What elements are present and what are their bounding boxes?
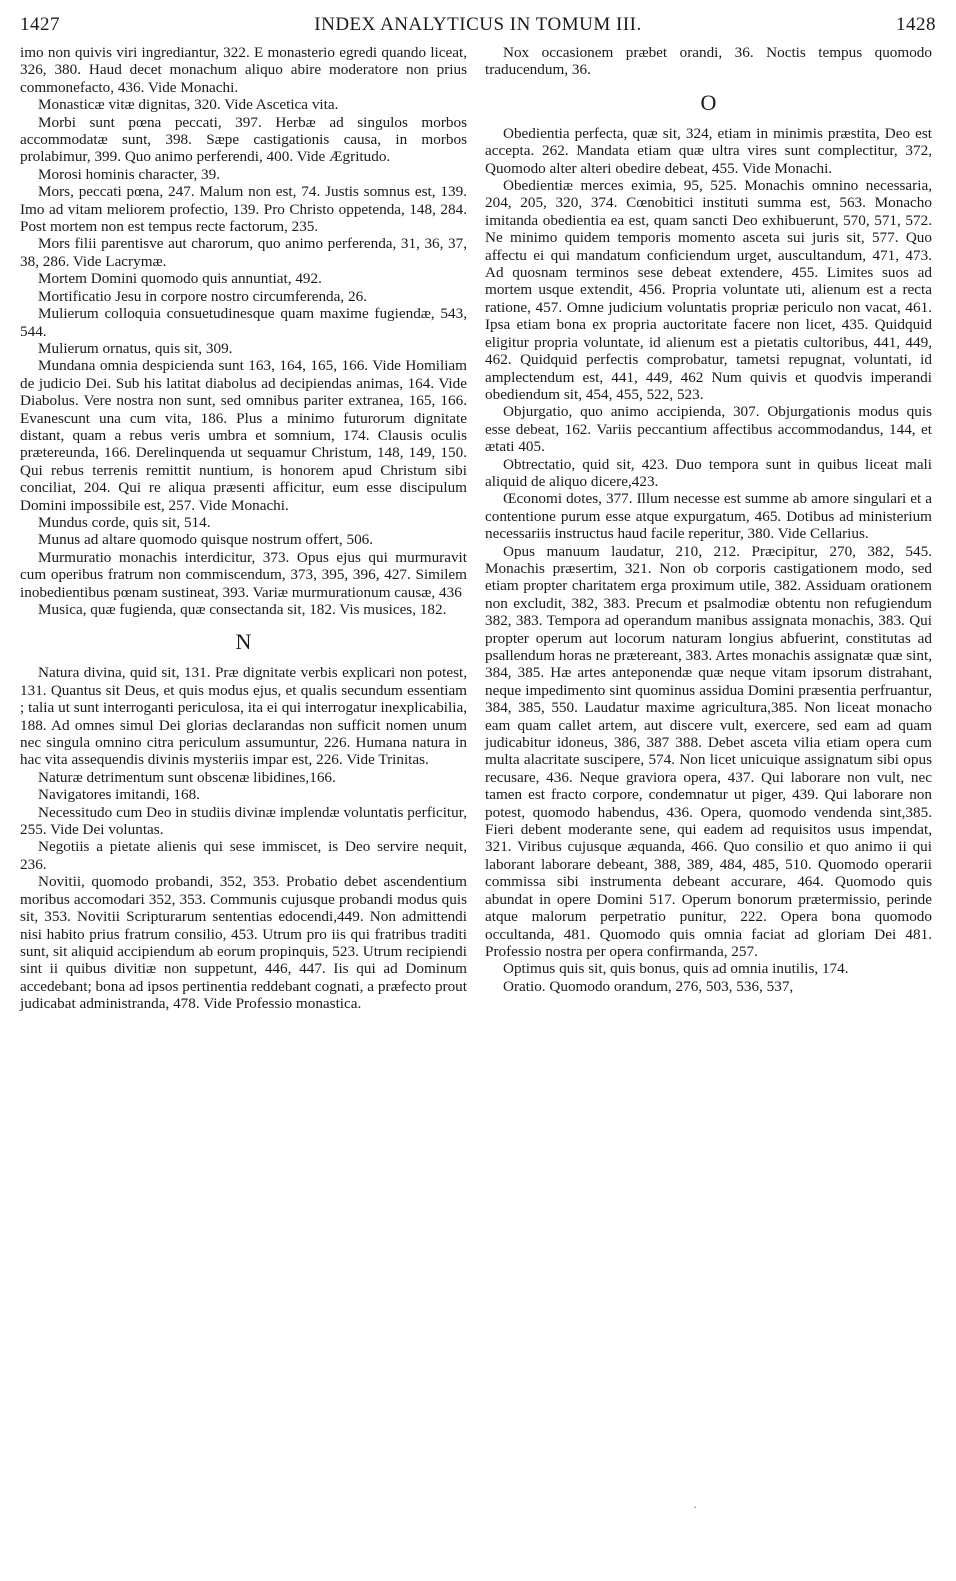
index-entry: Nox occasionem præbet orandi, 36. Noctis tempus quomodo traducendum, 36. xyxy=(485,44,932,79)
index-entry: Obedientiæ merces eximia, 95, 525. Monachis omnino necessaria, 204, 205, 320, 374. Cœnobitici instituti summa est, 563. Monacho imitanda obedientia ea est, quam sancti Deo exhibuerunt, 570, 571, 572. Ne minimo quidem temporis momento asceta sui juris sit, 577. Quo affectu ei qui mandatum conficiendum urget, auscultandum, 471, 473. Ad quosnam terminos sese debeat extendere, 455. Limites suos ad mortem usque extendit, 456. Propria voluntate uti, alienum est a recta ratione, 457. Omne judicium voluntatis propriæ periculo non vacat, 461. Ipsa etiam bona ex propria auctoritate facere non licet, 435. Quidquid eligitur propria voluntate, id alienum est a pietatis cultoribus, 441, 449, 462. Quidquid perfectis comprobatur, tametsi repugnat, voluntati, id amplectendum est, 441, 449, 462 Num quivis et quodvis imperandi obediendum sit, 454, 455, 522, 523. xyxy=(485,177,932,403)
section-letter-n: N xyxy=(235,629,252,655)
index-entry: Murmuratio monachis interdicitur, 373. Opus ejus qui murmuravit cum operibus fratrum non commiscendum, 373, 395, 396, 427. Similem inobedientibus pœnam sustineat, 393. Variæ murmurationum causæ, 436 xyxy=(20,548,467,601)
running-header xyxy=(20,14,936,42)
index-entry: Obtrectatio, quid sit, 423. Duo tempora sunt in quibus liceat mali aliquid de aliquo dicere,423. xyxy=(485,455,932,490)
index-entry: Musica, quæ fugienda, quæ consectanda sit, 182. Vis musices, 182. xyxy=(38,601,447,618)
index-entry: Monasticæ vitæ dignitas, 320. Vide Ascetica vita. xyxy=(38,96,339,114)
index-entry: Objurgatio, quo animo accipienda, 307. Objurgationis modus quis esse debeat, 162. Variis peccantium affectibus accommodandus, 144, et ætati 405. xyxy=(485,403,932,456)
index-entry: Morbi sunt pœna peccati, 397. Herbæ ad singulos morbos accommodatæ sunt, 398. Sæpe castigationis causa, in morbos prolabimur, 399. Quo animo perferendi, 400. Vide Ægritudo. xyxy=(20,113,467,166)
page-number-right: 1428 xyxy=(896,14,936,35)
index-entry: Negotiis a pietate alienis qui sese immiscet, is Deo servire nequit, 236. xyxy=(20,838,467,873)
index-entry: Mors filii parentisve aut charorum, quo animo perferenda, 31, 36, 37, 38, 286. Vide Lacrymæ. xyxy=(20,235,467,270)
index-entry: Munus ad altare quomodo quisque nostrum offert, 506. xyxy=(38,531,374,549)
printer-mark: · xyxy=(693,1500,697,1514)
index-entry: Mors, peccati pœna, 247. Malum non est, 74. Justis somnus est, 139. Imo ad vitam meliorem profectio, 139. Pro Christo oppetenda, 148, 284. Post mortem non est tempus recte factorum, 235. xyxy=(20,183,467,236)
section-letter-o: O xyxy=(700,89,717,115)
index-entry: Mundus corde, quis sit, 514. xyxy=(38,513,211,531)
left-column xyxy=(20,44,467,1013)
running-title: INDEX ANALYTICUS IN TOMUM III. xyxy=(314,14,642,35)
index-entry: Morosi hominis character, 39. xyxy=(38,165,221,183)
index-entry: Mundana omnia despicienda sunt 163, 164, 165, 166. Vide Homiliam de judicio Dei. Sub his latitat diabolus ad decipiendas animas, 164. Vide Diabolus. Vere nostra non sunt, sed omnibus pariter extranea, 165, 166. Evanescunt una cum vita, 186. Plus a minimo futurorum dignitate distant, quam a rebus veris umbra et somnium, 174. Clausis oculis prætereunda, 166. Derelinquenda ut sequamur Christum, 148, 149, 150. Qui rebus terrenis remittit nuntium, is honorem apud Christum sibi conciliat, 204. Qui re aliqua præsenti afficitur, eum esse discipulum Domini impossibile est, 257. Vide Monachi. xyxy=(20,357,467,514)
index-entry: Mortificatio Jesu in corpore nostro circumferenda, 26. xyxy=(38,287,367,305)
index-entry: Opus manuum laudatur, 210, 212. Præcipitur, 270, 382, 545. Monachis præsertim, 321. Non ob corporis castigationem modo, sed etiam propter charitatem erga proximum utile, 382. Assiduam orationem non excludit, 382, 383. Precum et psalmodiæ obtentu non refugiendum 382, 383. Tempora ad operandum manibus assignata monachis, 383. Qui propter operum aut locorum naturam longius abfuerint, constitutas ad psallendum horas ne prætereant, 383. Artes monachis assignatæ quæ sint, 384, 385. Hæ artes anteponendæ quæ neque vitam ipsorum distrahant, neque impedimento sint quominus assidua Domini præsentia perfruantur, 384, 385, 550. Laudatur maxime agricultura,385. Non liceat monacho eam quam callet artem, aut discere vult, exercere, sed eam ad quam judicabitur idoneus, 386, 387 388. Debet asceta vilia etiam opera cum multa alacritate suscipere, 574. Non licet unicuique assignatum sibi opus recusare, 436. Neque graviora opera, 437. Qui laborare non vult, nec tamen est fracto corpore, condemnatur ut piger, 439. Qui laborare non potest, quomodo habendus, 436. Opera, quomodo vendenda sint,385. Fieri debent moderante sene, qui eadem ad requisitos usus impendat, 321. Viribus cujusque æquanda, 466. Quo consilio et quo animo ii qui laborant laborare debeant, 388, 389, 484, 485, 510. Quomodo operarii commissa sibi instrumenta debeant accurare, 464. Quomodo quis abundat in opere Domini 517. Operum bonorum prætermissio, perinde atque malorum perpetratio punitur, 222. Opera bona quomodo occultanda, 481. Quomodo quis omnia faciat ad gloriam Dei 481. Professio nostra per opera confirmanda, 257. xyxy=(485,542,932,960)
page-number-left: 1427 xyxy=(20,14,60,35)
index-entry: Navigatores imitandi, 168. xyxy=(38,786,200,804)
index-entry: Optimus quis sit, quis bonus, quis ad omnia inutilis, 174. xyxy=(503,960,849,978)
index-entry: Mortem Domini quomodo quis annuntiat, 492. xyxy=(38,270,322,288)
right-column xyxy=(485,44,932,995)
index-entry: Obedientia perfecta, quæ sit, 324, etiam in minimis præstita, Deo est accepta. 262. Mandata etiam quæ ultra vires sunt complectitur, 372, Quomodo alter alteri obedire debeat, 455. Vide Monachi. xyxy=(485,124,932,177)
index-entry: Oratio. Quomodo orandum, 276, 503, 536, 537, xyxy=(503,977,794,995)
index-entry: Mulierum colloquia consuetudinesque quam maxime fugiendæ, 543, 544. xyxy=(20,305,467,340)
index-entry: Necessitudo cum Deo in studiis divinæ implendæ voluntatis perficitur, 255. Vide Dei voluntas. xyxy=(20,803,467,839)
index-entry: Œconomi dotes, 377. Illum necesse est summe ab amore singulari et a contentione purum esse atque expurgatum, 465. Dotibus ad ministerium necessariis instructus haud facile reperitur, 380. Vide Cellarius. xyxy=(485,490,932,543)
index-entry: imo non quivis viri ingrediantur, 322. E monasterio egredi quando liceat, 326, 380. Haud decet monachum aliquo abire moderatore non prius commonefacto, 436. Vide Monachi. xyxy=(20,44,467,96)
index-entry: Naturæ detrimentum sunt obscenæ libidines,166. xyxy=(38,768,336,786)
index-entry: Natura divina, quid sit, 131. Præ dignitate verbis explicari non potest, 131. Quantus sit Deus, et quis modus ejus, et qualis secundum essentiam ; talia ut sunt interroganti periculosa, ita ei qui interrogatur inexplicabilia, 188. Ad omnes simul Dei glorias declarandas non sufficit nomen unum nec singula omnino citra periculum assumuntur, 226. Humana natura in hac vita assequendis divinis mysteriis impar est, 226. Vide Trinitas. xyxy=(20,664,467,769)
index-entry: Novitii, quomodo probandi, 352, 353. Probatio debet ascendentium moribus accomodari 352, 353. Communis cujusque probandi modus quis sit, 353. Novitii Scripturarum sententias edocendi,449. Non admittendi nisi habito prius fratrum consilio, 453. Utrum pro iis qui fratribus traditi sunt, sit aliquid accipiendum ab eorum propinquis, 523. Utrum recipiendi sint ii quibus divitiæ non suppetunt, 446, 447. Iis qui ad Dominum accedebant; bona ad ipsos pertinentia reddebant cognati, a præfecto prout judicabat administranda, 478. Vide Professio monastica. xyxy=(20,873,467,1013)
index-entry: Mulierum ornatus, quis sit, 309. xyxy=(38,339,233,357)
